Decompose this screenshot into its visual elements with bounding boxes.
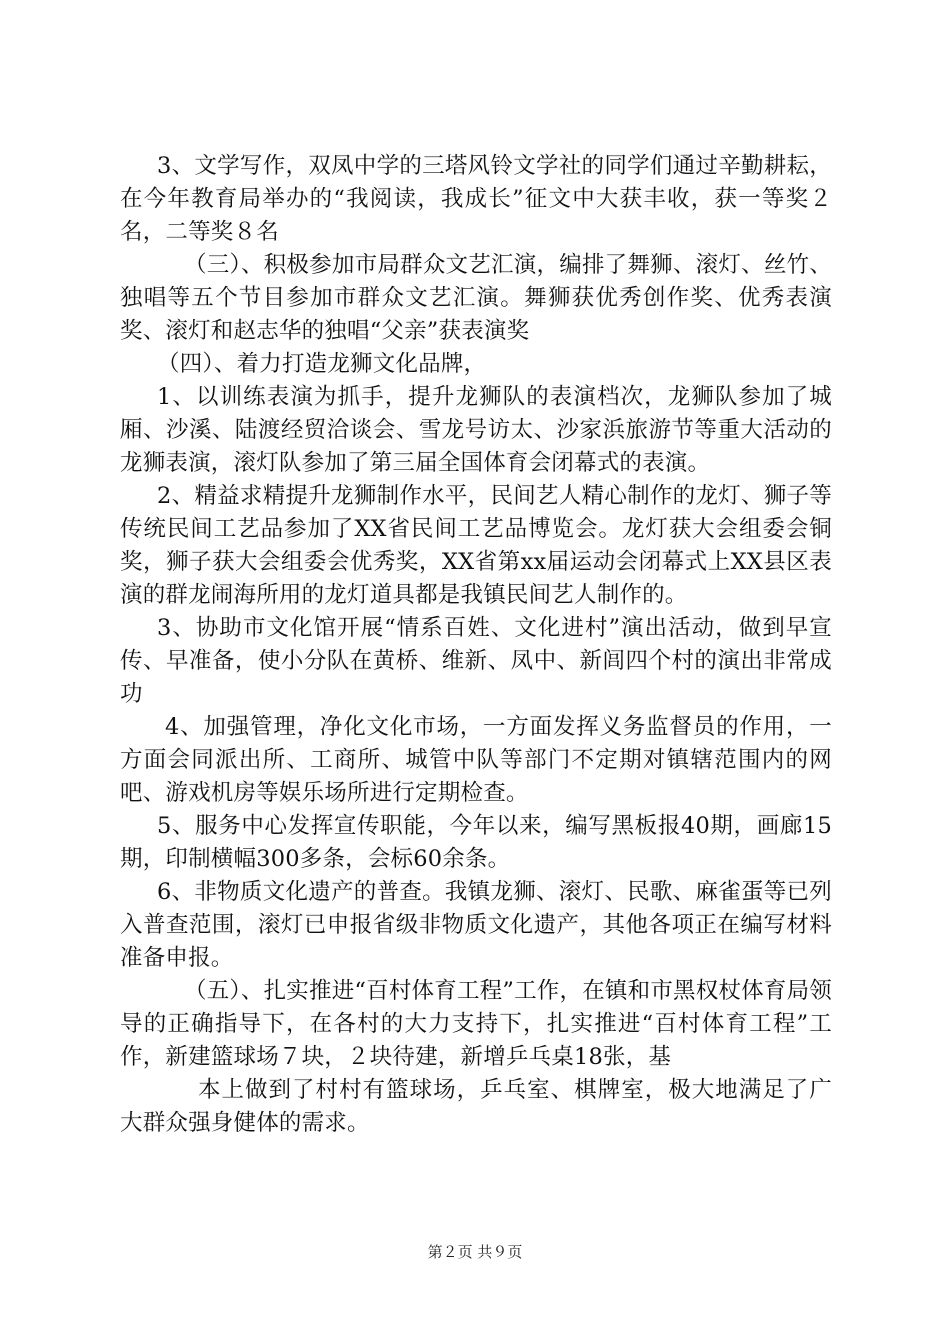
paragraph-item-5: 5、服务中心发挥宣传职能，今年以来，编写黑板报40期，画廊15期，印制横幅300多条，会标60余条。 — [120, 813, 832, 872]
paragraph-item-4: 4、加强管理，净化文化市场，一方面发挥义务监督员的作用，一方面会同派出所、工商所、城管中队等部门不定期对镇辖范围内的网吧、游戏机房等娱乐场所进行定期检查。 — [120, 714, 832, 806]
paragraph-item-2: 2、精益求精提升龙狮制作水平，民间艺人精心制作的龙灯、狮子等传统民间工艺品参加了XX省民间工艺品博览会。龙灯获大会组委会铜奖，狮子获大会组委会优秀奖，XX省第xx届运动会闭幕式上XX县区表演的群龙闹海所用的龙灯道具都是我镇民间艺人制作的。 — [120, 483, 832, 608]
paragraph-item-3: 3、协助市文化馆开展“情系百姓、文化进村”演出活动，做到早宣传、早准备，使小分队在黄桥、维新、凤中、新闾四个村的演出非常成功 — [120, 615, 832, 707]
paragraph-literary-writing: 3、文学写作，双凤中学的三塔风铃文学社的同学们通过辛勤耕耘，在今年教育局举办的“我阅读，我成长”征文中大获丰收，获一等奖２名，二等奖８名 — [120, 153, 832, 245]
page-number-footer: 第２页 共９页 — [427, 1243, 523, 1261]
paragraph-section-four: （四）、着力打造龙狮文化品牌， — [157, 351, 487, 377]
paragraph-item-1: 1、以训练表演为抓手，提升龙狮队的表演档次，龙狮队参加了城厢、沙溪、陆渡经贸洽谈会、雪龙号访太、沙家浜旅游节等重大活动的龙狮表演，滚灯队参加了第三届全国体育会闭幕式的表演。 — [120, 384, 832, 476]
paragraph-section-three: （三）、积极参加市局群众文艺汇演，编排了舞狮、滚灯、丝竹、独唱等五个节目参加市群众文艺汇演。舞狮获优秀创作奖、优秀表演奖、滚灯和赵志华的独唱“父亲”获表演奖 — [120, 252, 832, 344]
document-body — [120, 150, 832, 1140]
paragraph-section-five: （五）、扎实推进“百村体育工程”工作，在镇和市黑权杖体育局领导的正确指导下，在各村的大力支持下，扎实推进“百村体育工程”工作，新建篮球场７块，２块待建，新增乒乓桌18张，基 — [120, 978, 832, 1070]
paragraph-item-6: 6、非物质文化遗产的普查。我镇龙狮、滚灯、民歌、麻雀蛋等已列入普查范围，滚灯已申报省级非物质文化遗产，其他各项正在编写材料准备申报。 — [120, 879, 832, 971]
paragraph-continuation: 本上做到了村村有篮球场，乒乓室、棋牌室，极大地满足了广大群众强身健体的需求。 — [120, 1077, 832, 1136]
